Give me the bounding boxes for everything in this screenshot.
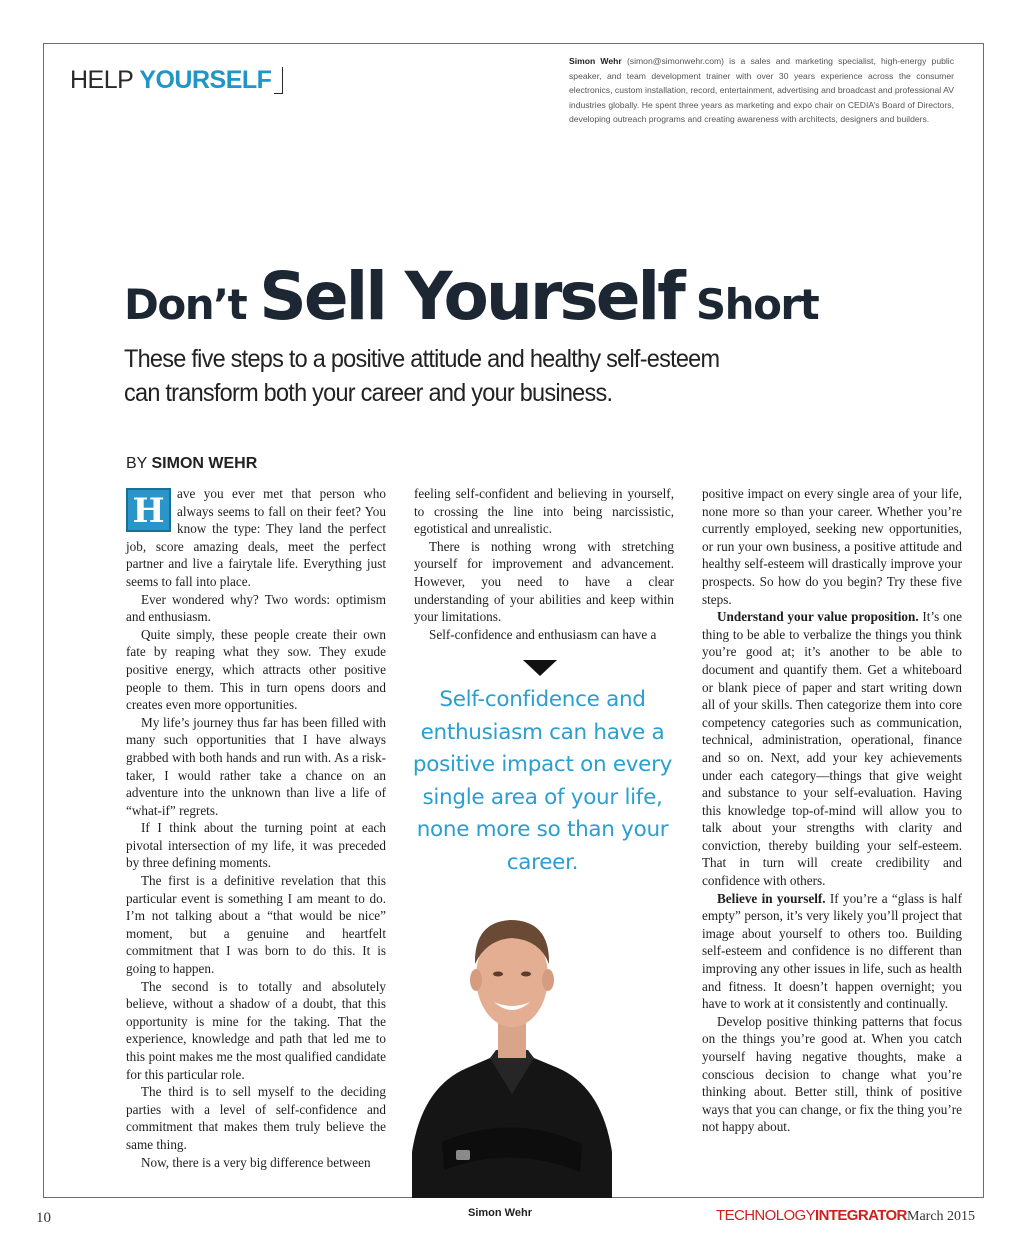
issue-date: March 2015 [907,1209,976,1224]
paragraph: Ever wondered why? Two words: optimism and enthusiasm. [126,591,386,625]
subhead: Believe in yourself. [717,890,826,906]
paragraph: Quite simply, these people create their own fate by reaping what they sow. They exude positive energy, which attracts other positive people to them. This in turn opens doors and creates even more opportunities. [126,626,386,713]
deck-line-1: These five steps to a positive attitude and healthy self-esteem [124,345,720,373]
byline-by: BY [126,455,152,472]
page-number: 10 [36,1210,51,1226]
masthead-part-b: INTEGRATOR [815,1207,907,1224]
paragraph: The third is to sell myself to the deciding parties with a level of self-confidence and commitment that makes them truly believe the same thing. [126,1084,386,1152]
paragraph: feeling self-confident and believing in yourself, to crossing the line into being narcissistic, egotistical and unrealistic. [414,486,674,537]
paragraph: The first is a definitive revelation that this particular event is something I am meant to do. I’m not talking about a “that would be nice” moment, but a genuine and heartfelt commitment that I was born to do this. It is going to happen. [126,873,386,977]
deck [124,342,744,410]
headline-part1: Don’t [124,280,260,329]
bio-name: Simon Wehr [569,56,622,66]
section-highlight: YOURSELF [139,66,272,94]
paragraph [702,890,962,1013]
drop-cap: H [126,488,171,532]
section-prefix: HELP [70,66,133,94]
deck-line-2: can transform both your career and your business. [124,379,613,407]
paragraph: Develop positive thinking patterns that focus on the things you’re good at. When you catch yourself having negative thoughts, make a conscious decision to change what you’re thinking about. Better still, think of positive ways that you can change, or fix the thing you’re not happy about. [702,1013,962,1135]
headline-part3: Short [682,280,819,329]
author-photo [412,882,612,1198]
column-3 [702,485,962,1136]
paragraph: Now, there is a very big difference between [141,1154,371,1170]
author-bio [569,54,954,127]
paragraph [702,608,962,890]
headline [124,258,818,335]
subhead: Understand your value proposition. [717,609,919,625]
pull-quote-arrow-icon [523,660,557,676]
paragraph: My life’s journey thus far has been filled with many such opportunities that I have always grabbed with both hands and run with. As a risk-taker, I would rather take a chance on an adventure into the unknown than live a life of “what-if” regrets. [126,714,386,818]
headline-part2: Sell Yourself [259,258,683,335]
section-tag [70,66,283,95]
paragraph-text: If you’re a “glass is half empty” person, it’s very likely you’ll project that image about yourself to others too. Building self-esteem and confidence is no different than improving any other issues in life, such as health and fitness. It doesn’t happen overnight; you have to work at it consistently and continually. [702,890,962,1012]
masthead-logo [716,1207,907,1224]
bracket-mark [274,67,283,94]
photo-caption: Simon Wehr [468,1207,532,1219]
bio-text: (simon@simonwehr.com) is a sales and marketing specialist, high-energy public speaker, and team development trainer with over 30 years experience across the consumer electronics, custom installation, record, entertainment, advertising and broadcast and professional AV industries globally. He spent three years as marketing and expo chair on CEDIA’s Board of Directors, developing outreach programs and creating awareness with architects, designers and builders. [569,56,954,124]
paragraph: If I think about the turning point at each pivotal intersection of my life, it was preceded by three defining moments. [126,820,386,871]
paragraph: The second is to totally and absolutely believe, without a shadow of a doubt, that this opportunity is mine for the taking. That the experience, knowledge and path that led me to this point makes me the most qualified candidate for this particular role. [126,978,386,1082]
paragraph: ave you ever met that person who always seems to fall on their feet? You know the type: They land the perfect job, score amazing deals, meet the perfect partner and live a fairytale life. Everything just seems to fall into place. [126,486,386,589]
paragraph: Self-confidence and enthusiasm can have a [429,626,657,642]
paragraph-text: It’s one thing to be able to verbalize the things you think you’re good at; it’s another to be able to document and quantify them. Get a whiteboard or blank piece of paper and start writing down all of your skills. Then categorize them into core competency categories such as communication, technical, administration, operational, finance and so on. Next, add your key achievements under each category—things that give weight and substance to your self-evaluation. Having this knowledge top-of-mind will allow you to talk about your strengths with clarity and conviction, thereby building your self-esteem. That in turn will create credibility and confidence with others. [702,609,962,889]
masthead-part-a: TECHNOLOGY [716,1207,816,1224]
pull-quote: Self-confidence and enthusiasm can have a positive impact on every single area of your life, none more so than your career. [412,687,673,875]
paragraph: There is nothing wrong with stretching yourself for improvement and advancement. However, you need to have a clear understanding of your abilities and keep within your limitations. [414,538,674,625]
byline-author: SIMON WEHR [151,455,258,472]
column-2 [414,485,674,643]
byline [126,455,257,473]
paragraph: positive impact on every single area of your life, none more so than your career. Whether you’re currently employed, seeking new opportunities, or run your own business, a positive attitude and healthy self-esteem will drastically improve your prospects. So how do you begin? Try these five steps. [702,486,962,607]
column-1 [126,485,386,1171]
